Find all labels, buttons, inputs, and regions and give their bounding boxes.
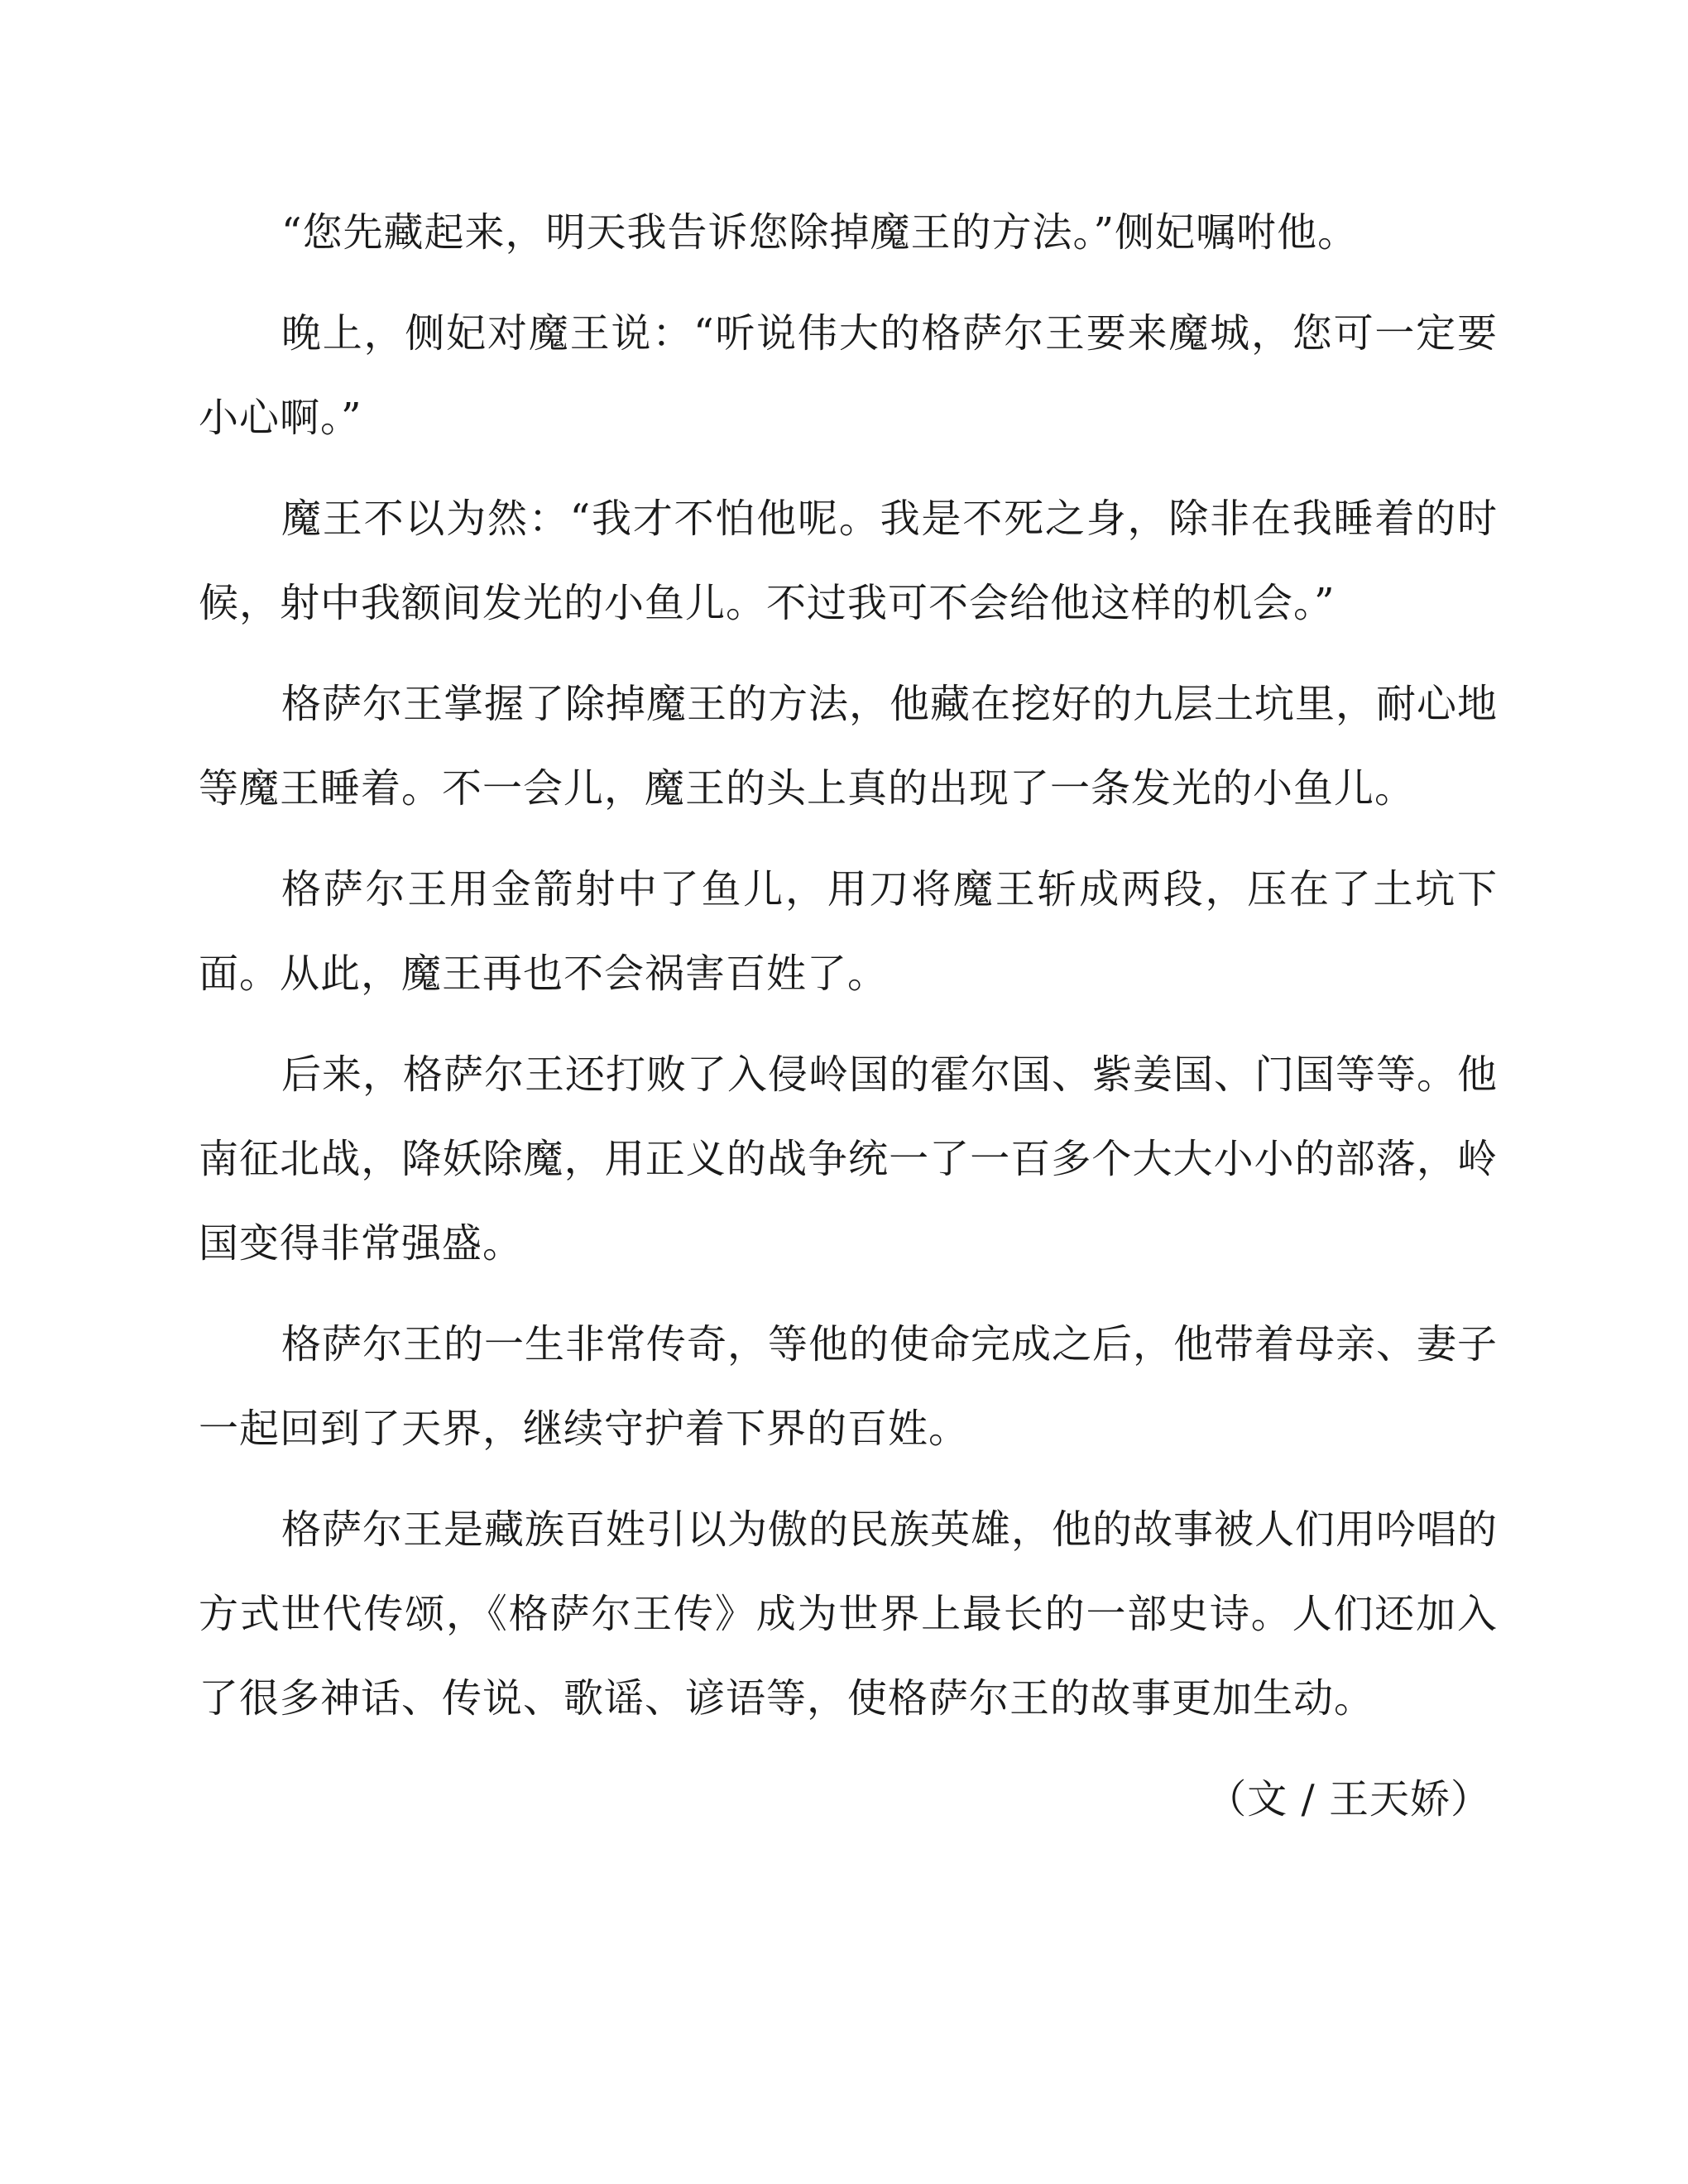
paragraph-3: 魔王不以为然：“我才不怕他呢。我是不死之身，除非在我睡着的时候，射中我额间发光的小鱼儿。不过我可不会给他这样的机会。” bbox=[199, 496, 1498, 626]
paragraph-1: “您先藏起来，明天我告诉您除掉魔王的方法。”侧妃嘱咐他。 bbox=[281, 209, 1359, 256]
author-credit: （文 / 王天娇） bbox=[1206, 1776, 1491, 1822]
paragraph-4: 格萨尔王掌握了除掉魔王的方法，他藏在挖好的九层土坑里，耐心地等魔王睡着。不一会儿，魔王的头上真的出现了一条发光的小鱼儿。 bbox=[199, 681, 1499, 812]
paragraph-2: 晚上，侧妃对魔王说：“听说伟大的格萨尔王要来魔城，您可一定要小心啊。” bbox=[199, 310, 1498, 441]
paragraph-6: 后来，格萨尔王还打败了入侵岭国的霍尔国、紫姜国、门国等等。他南征北战，降妖除魔，用正义的战争统一了一百多个大大小小的部落，岭国变得非常强盛。 bbox=[199, 1051, 1499, 1267]
article-body bbox=[199, 190, 1498, 1842]
paragraph-8: 格萨尔王是藏族百姓引以为傲的民族英雄，他的故事被人们用吟唱的方式世代传颂，《格萨尔王传》成为世界上最长的一部史诗。人们还加入了很多神话、传说、歌谣、谚语等，使格萨尔王的故事更加生动。 bbox=[199, 1506, 1499, 1722]
paragraph-5: 格萨尔王用金箭射中了鱼儿，用刀将魔王斩成两段，压在了土坑下面。从此，魔王再也不会祸害百姓了。 bbox=[199, 866, 1498, 997]
paragraph-7: 格萨尔王的一生非常传奇，等他的使命完成之后，他带着母亲、妻子一起回到了天界，继续守护着下界的百姓。 bbox=[199, 1321, 1499, 1452]
